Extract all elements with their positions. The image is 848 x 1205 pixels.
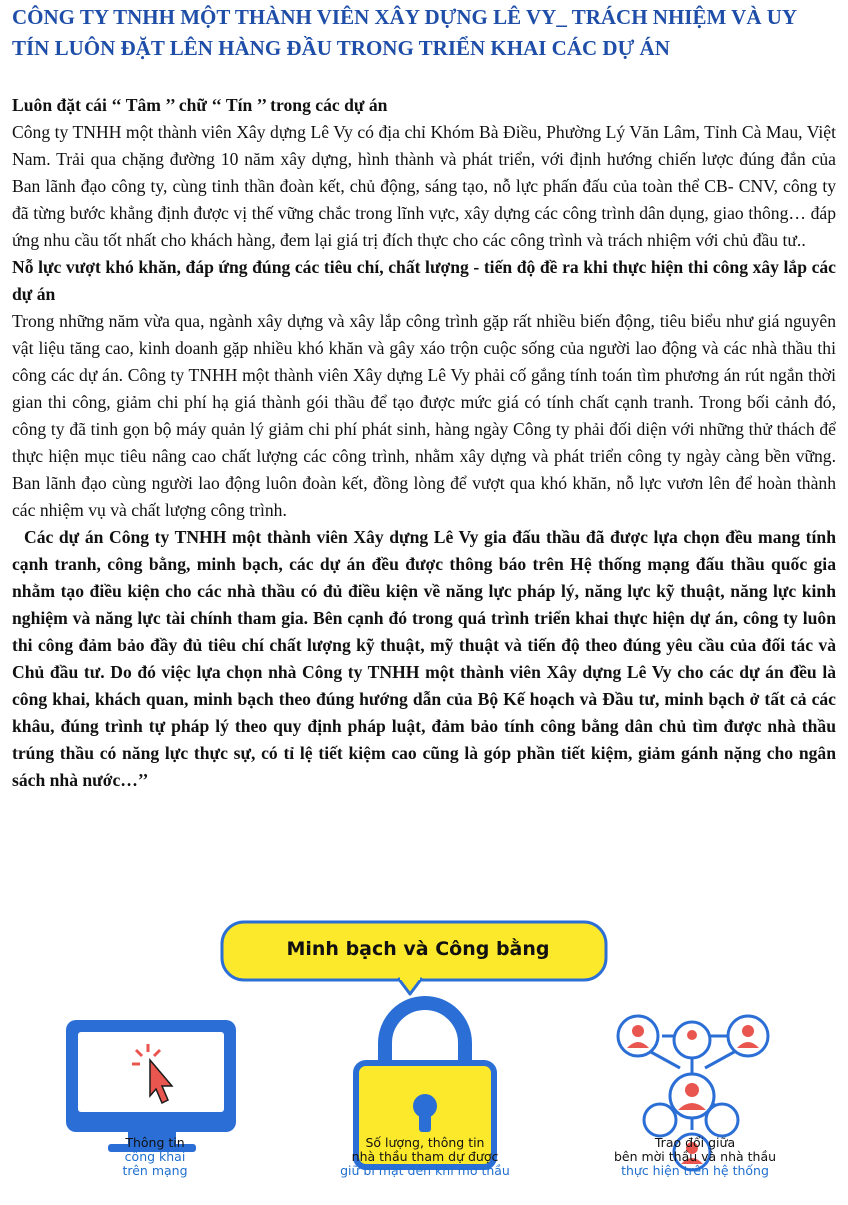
feature-1-line-3: trên mạng <box>122 1163 188 1178</box>
article-body <box>12 92 836 794</box>
computer-monitor-icon <box>66 1020 236 1152</box>
feature-3-line-3: thực hiện trên hệ thống <box>621 1163 769 1178</box>
feature-label-public-info <box>70 1136 240 1178</box>
article-title: CÔNG TY TNHH MỘT THÀNH VIÊN XÂY DỰNG LÊ VY_ TRÁCH NHIỆM VÀ UY TÍN LUÔN ĐẶT LÊN HÀNG ĐẦU TRONG TRIỂN KHAI CÁC DỰ ÁN <box>12 5 797 60</box>
feature-3-line-1: Trao đổi giữa <box>654 1135 736 1150</box>
feature-label-exchange <box>575 1136 815 1178</box>
feature-label-confidential <box>300 1136 550 1178</box>
feature-2-line-3: giữ bí mật đến khi mở thầu <box>340 1163 510 1178</box>
section-3-paragraph: Các dự án Công ty TNHH một thành viên Xây dựng Lê Vy gia đấu thầu đã được lựa chọn đều mang tính cạnh tranh, công bằng, minh bạch, các dự án đều được thông báo trên Hệ thống mạng đấu thầu quốc gia nhằm tạo điều kiện cho các nhà thầu có đủ điều kiện về năng lực pháp lý, năng lực kỹ thuật, năng lực kinh nghiệm và năng lực tài chính tham gia. Bên cạnh đó trong quá trình triển khai thực hiện dự án, công ty luôn thi công đảm bảo đầy đủ tiêu chí chất lượng kỹ thuật, mỹ thuật và tiến độ theo đúng yêu cầu của đối tác và Chủ đầu tư. Do đó việc lựa chọn nhà Công ty TNHH một thành viên Xây dựng Lê Vy cho các dự án đều là công khai, khách quan, minh bạch theo đúng hướng dẫn của Bộ Kế hoạch và Đầu tư, minh bạch ở tất cả các khâu, đúng trình tự pháp lý theo quy định pháp luật, đảm bảo tính công bằng dân chủ tìm được nhà thầu trúng thầu có năng lực thực sự, có tỉ lệ tiết kiệm cao cũng là góp phần tiết kiệm, giảm gánh nặng cho ngân sách nhà nước…’’ <box>12 527 836 790</box>
feature-2-line-2: nhà thầu tham dự được <box>351 1149 499 1164</box>
feature-2-line-1: Số lượng, thông tin <box>365 1135 485 1150</box>
transparency-infographic <box>0 918 848 1200</box>
section-1-paragraph: Công ty TNHH một thành viên Xây dựng Lê Vy có địa chỉ Khóm Bà Điều, Phường Lý Văn Lâm, Tỉnh Cà Mau, Việt Nam. Trải qua chặng đường 10 năm xây dựng, hình thành và phát triển, với định hướng chiến lược đúng đắn của Ban lãnh đạo công ty, cùng tinh thần đoàn kết, chủ động, sáng tạo, nỗ lực phấn đấu của toàn thể CB- CNV, công ty đã từng bước khẳng định được vị thế vững chắc trong lĩnh vực, xây dựng các công trình dân dụng, giao thông… đáp ứng nhu cầu tốt nhất cho khách hàng, đem lại giá trị đích thực cho các công trình và trách nhiệm với chủ đầu tư.. <box>12 122 836 250</box>
section-2-heading: Nỗ lực vượt khó khăn, đáp ứng đúng các tiêu chí, chất lượng - tiến độ đề ra khi thực hiện thi công xây lắp các dự án <box>12 257 836 304</box>
feature-1-line-1: Thông tin <box>125 1135 185 1150</box>
section-1-heading: Luôn đặt cái ‘‘ Tâm ’’ chữ ‘‘ Tín ’’ trong các dự án <box>12 95 388 115</box>
banner-title: Minh bạch và Công bằng <box>286 938 550 960</box>
feature-3-line-2: bên mời thầu và nhà thầu <box>613 1149 777 1164</box>
section-2-paragraph: Trong những năm vừa qua, ngành xây dựng và xây lắp công trình gặp rất nhiều biến động, tiêu biểu như giá nguyên vật liệu tăng cao, kinh doanh gặp nhiều khó khăn và gây xáo trộn cuộc sống của người lao động và các nhà thầu thi công các dự án. Công ty TNHH một thành viên Xây dựng Lê Vy phải cố gắng tính toán tìm phương án rút ngắn thời gian thi công, giảm chi phí hạ giá thành gói thầu để tạo được mức giá có tính chất cạnh tranh. Trong bối cảnh đó, công ty đã tinh gọn bộ máy quản lý giảm chi phí phát sinh, hàng ngày Công ty phải đối diện với những thử thách để thực hiện mục tiêu nâng cao chất lượng các công trình, nhằm xây dựng và phát triển công ty ngày càng bền vững. Ban lãnh đạo cùng người lao động luôn đoàn kết, đồng lòng để vượt qua khó khăn, nỗ lực vươn lên để hoàn thành các nhiệm vụ và chất lượng công trình. <box>12 311 836 520</box>
feature-1-line-2: công khai <box>124 1149 186 1164</box>
